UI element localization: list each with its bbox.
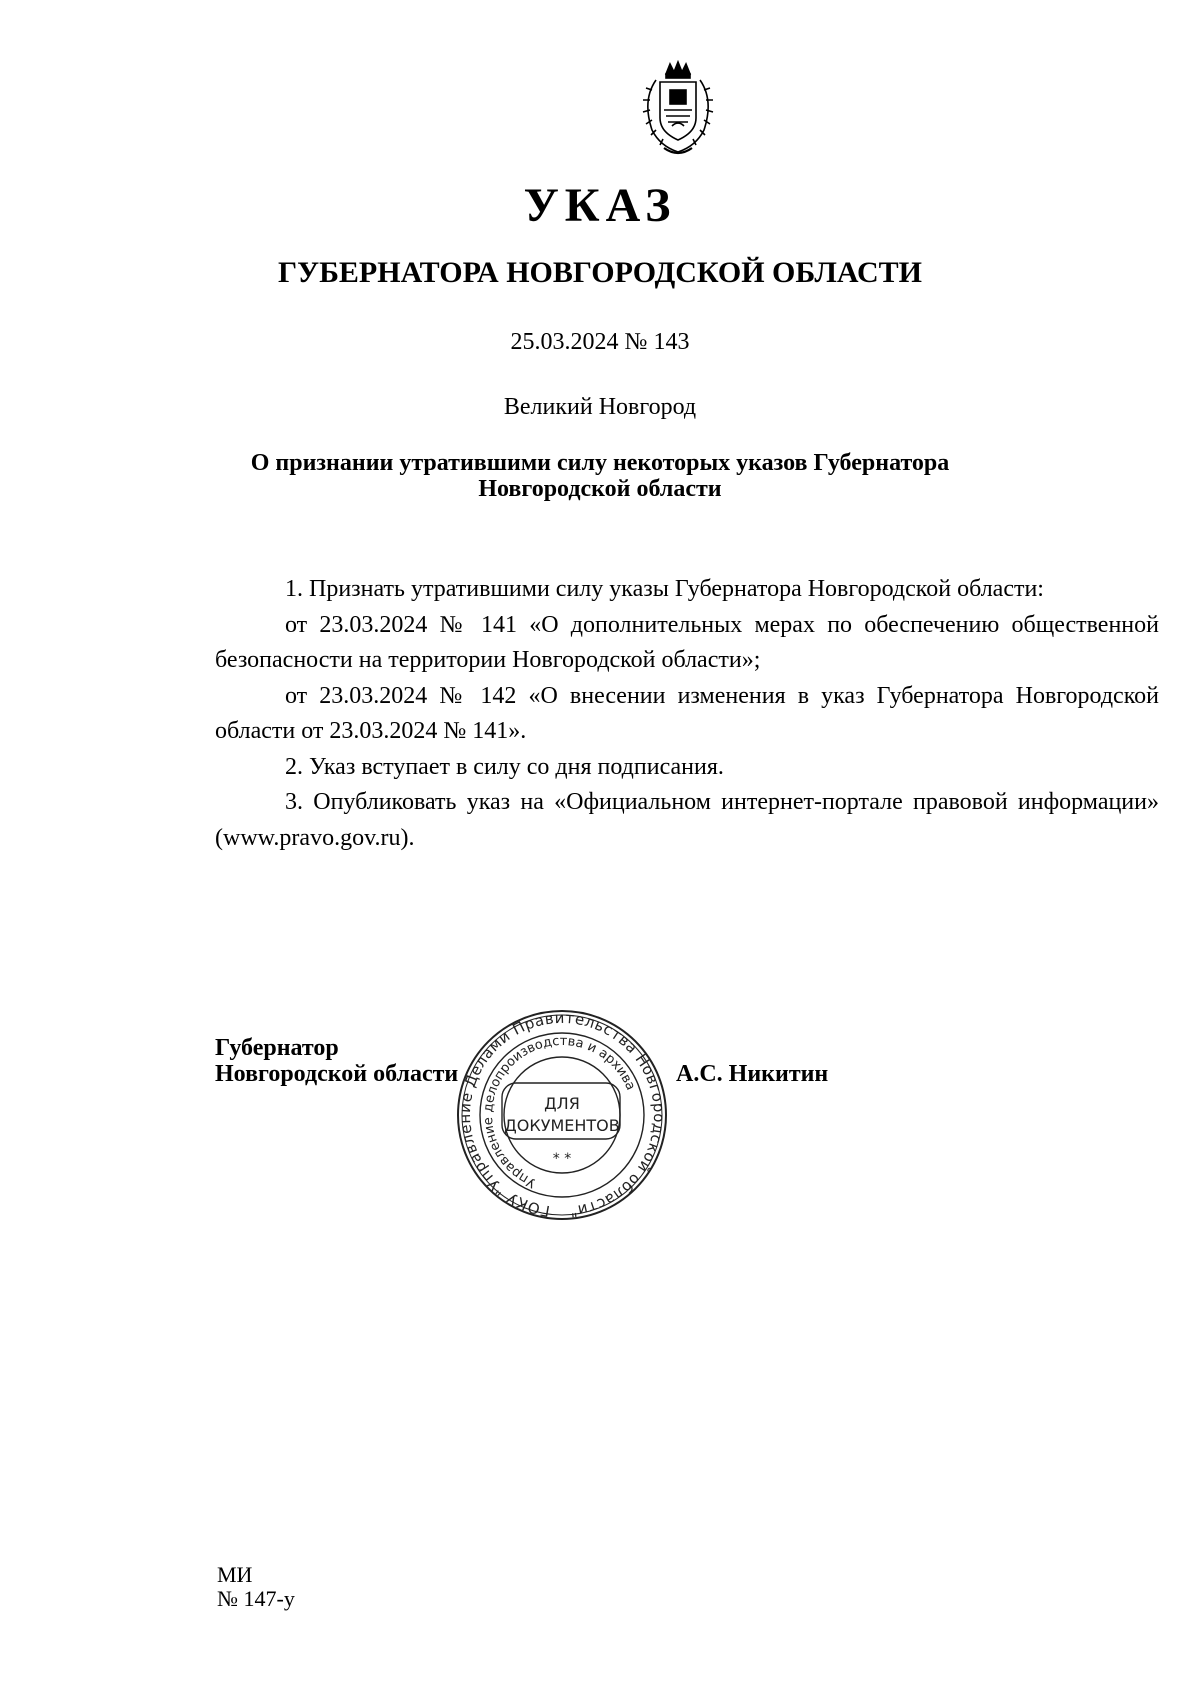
signature-name: А.С. Никитин [676,1061,829,1087]
body-paragraph-3: от 23.03.2024 № 142 «О внесении изменения в указ Губернатора Новгородской области от 23.03.2024 № 141». [215,682,1159,744]
heading-line-1: О признании утратившими силу некоторых указов Губернатора [250,450,950,476]
signature-position-line-2: Новгородской области [215,1061,459,1087]
document-date-number: 25.03.2024 № 143 [510,329,690,355]
seal-inner-text: Управление делопроизводства и архива [480,1033,639,1191]
heading-line-2: Новгородской области [478,476,722,502]
document-issuer: ГУБЕРНАТОРА НОВГОРОДСКОЙ ОБЛАСТИ [277,256,923,289]
seal-center-line-1: ДЛЯ [544,1094,580,1113]
body-paragraph-1: 1. Признать утратившими силу указы Губернатора Новгородской области: [285,576,1044,602]
official-seal-stamp [440,1005,685,1220]
document-title: УКАЗ [523,179,677,232]
footer-initials: МИ [217,1562,253,1587]
document-city: Великий Новгород [503,394,697,420]
signature-position-line-1: Губернатор [215,1035,339,1061]
seal-outer-text: ГОКУ "Управление Делами Правительства Новгородской области" [455,1008,669,1220]
document-heading [240,450,960,502]
footer-number: № 147-у [217,1586,295,1611]
coat-of-arms-emblem [630,60,726,160]
document-footer [217,1563,295,1611]
document-body [215,572,1159,856]
body-paragraph-5: 3. Опубликовать указ на «Официальном интернет-портале правовой информации» (www.pravo.gov.ru). [215,789,1159,851]
signature-position [215,1035,458,1087]
body-paragraph-4: 2. Указ вступает в силу со дня подписания. [285,753,724,780]
seal-center-line-2: ДОКУМЕНТОВ [504,1116,620,1135]
seal-stars: * * [552,1151,572,1167]
body-paragraph-2: от 23.03.2024 № 141 «О дополнительных мерах по обеспечению общественной безопасности на территории Новгородской области»; [215,611,1159,673]
